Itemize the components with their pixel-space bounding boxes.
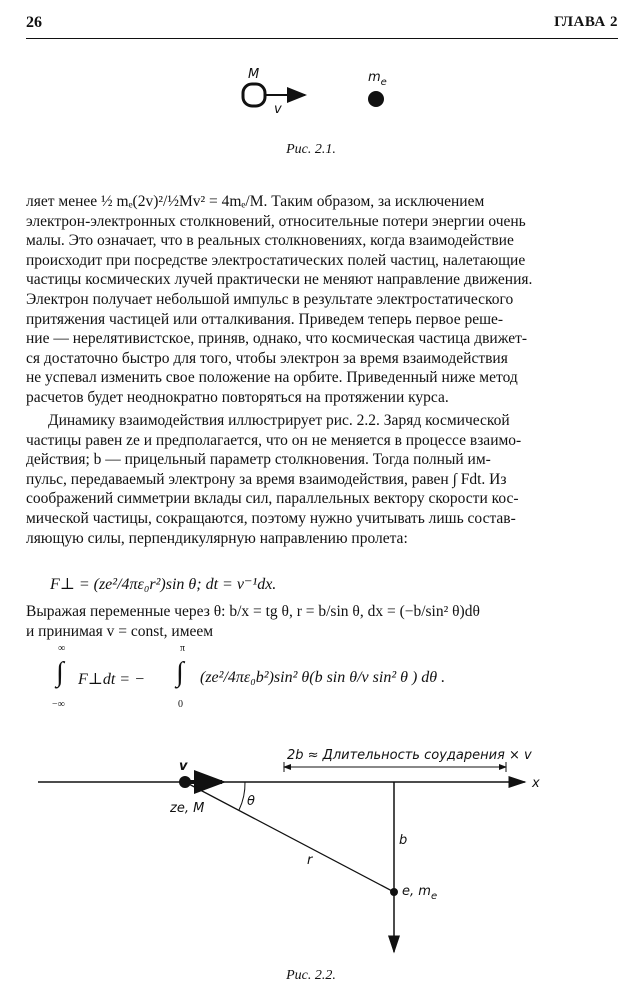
text-line: пульс, передаваемый электрону за время взаимодействия, равен ∫ Fdt. Из [26,470,507,488]
integral2-integrand: (ze²/4πε₀b²)sin² θ(b sin θ/v sin² θ ) dθ . [200,669,446,686]
integral2-lower: 0 [178,699,183,710]
paragraph-1 [26,192,618,408]
label-zeM: ze, M [170,801,205,816]
figure-2-2 [0,742,642,967]
label-b: b [399,833,408,848]
label-me-sub: e [380,77,387,88]
electron-dot-fig2 [390,888,398,896]
label-M: M [248,67,260,82]
label-em-sub: e [430,891,438,902]
text-line: частицы космических лучей практически не меняют направление движения. [26,271,533,289]
text-line: малы. Это означает, что в реальных столкновениях, когда взаимодействие [26,232,514,250]
formula-integral [48,643,588,713]
text-line: происходит при посредстве электростатических полей частиц, налетающие [26,251,526,269]
figure-2-2-caption: Рис. 2.2. [286,968,336,983]
line-r [185,782,394,892]
page-header [26,14,618,36]
integral1-upper: ∞ [58,643,66,654]
text-line: электрон-электронных столкновений, относительные потери энергии очень [26,212,526,230]
label-v-fig1: v [274,102,282,117]
text-line: ся достаточно быстро для того, чтобы электрон за время взаимодействия [26,349,508,367]
label-r: r [307,853,313,868]
text-line: соображений симметрии вклады сил, параллельных вектору скорости кос- [26,490,519,508]
paragraph-2 [26,411,618,548]
text-line: Выражая переменные через θ: b/x = tg θ, r = b/sin θ, dx = (−b/sin² θ)dθ [26,603,480,620]
text-line: не успевал изменить свое положение на орбите. Приведенный ниже метод [26,369,518,387]
svg-text:e, me [402,884,437,902]
header-rule [26,38,618,39]
text-line: и принимая v = const, имеем [26,622,214,640]
integral1-sign: ∫ [56,657,64,688]
text-line: мической частицы, сокращаются, поэтому нужно учитывать лишь состав- [26,509,516,527]
text-line: притяжения частицей или отталкивания. Приведем теперь первое реше- [26,310,504,328]
text-line: ляет менее ½ mₑ(2v)²/½Mv² = 4mₑ/M. Таким образом, за исключением [26,193,485,210]
text-line: Электрон получает небольшой импульс в результате электростатического [26,290,514,308]
label-v: v [179,759,188,774]
svg-text:me [368,70,387,88]
label-theta: θ [247,794,255,809]
text-line: действия; b — прицельный параметр столкновения. Тогда полный им- [26,451,491,469]
label-x: x [532,776,540,791]
theta-arc [239,782,245,810]
integral1-integrand: F⊥dt = − [78,671,145,688]
label-duration: 2b ≈ Длительность соударения × v [287,748,532,763]
integral2-sign: ∫ [176,657,184,688]
chapter-title: ГЛАВА 2 [554,14,618,30]
text-line: расчетов будет неоднократно повторяться на протяжении курса. [26,388,449,406]
text-line: ляющую силы, перпендикулярную направлению пролета: [26,529,408,547]
integral1-lower: −∞ [52,699,65,710]
figure-2-1 [0,56,642,136]
text-line: частицы равен ze и предполагается, что он не меняется в процессе взаимо- [26,431,522,449]
page-number: 26 [26,14,42,31]
integral2-upper: π [180,643,186,654]
particle-M-shape [243,84,265,106]
electron-dot [368,91,384,107]
figure-2-1-caption: Рис. 2.1. [286,142,336,157]
paragraph-3 [26,602,618,641]
label-em: e, m [402,884,431,899]
label-me: m [368,70,381,85]
formula-force: F⊥ = (ze²/4πε₀r²)sin θ; dt = v⁻¹dx. [50,576,277,593]
text-line: Динамику взаимодействия иллюстрирует рис. 2.2. Заряд космической [48,412,510,429]
text-line: ние — нерелятивистское, приняв, однако, что космическая частица движет- [26,330,528,348]
